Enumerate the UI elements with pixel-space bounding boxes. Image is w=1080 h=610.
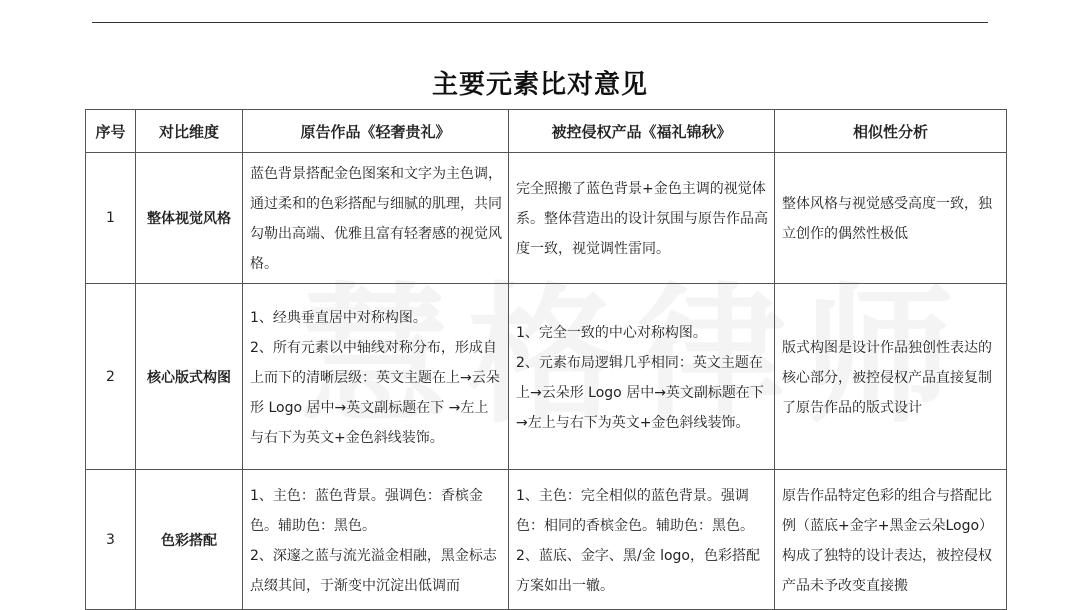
header-similarity-analysis: 相似性分析 [775, 110, 1007, 153]
accused-product-cell [509, 470, 775, 610]
document-title: 主要元素比对意见 [431, 70, 648, 100]
table-row [86, 153, 1007, 284]
cell-paragraph: 整体风格与视觉感受高度一致，独立创作的偶然性极低 [782, 196, 992, 242]
row-index: 2 [86, 284, 136, 470]
accused-product-cell [509, 153, 775, 284]
cell-paragraph: 2、深邃之蓝与流光溢金相融，黑金标志点缀其间，于渐变中沉淀出低调而 [250, 547, 497, 594]
cell-paragraph: 1、经典垂直居中对称构图。 [250, 309, 427, 326]
original-work-cell [243, 470, 509, 610]
cell-paragraph: 2、蓝底、金字、黑/金 logo，色彩搭配方案如出一辙。 [516, 547, 760, 594]
header-original-work: 原告作品《轻奢贵礼》 [243, 110, 509, 153]
similarity-analysis-cell [775, 470, 1007, 610]
row-dimension: 整体视觉风格 [136, 153, 243, 284]
cell-paragraph: 1、主色：完全相似的蓝色背景。强调色：相同的香槟金色。辅助色：黑色。 [516, 487, 754, 534]
cell-paragraph: 原告作品特定色彩的组合与搭配比例（蓝底+金字+黑金云朵Logo）构成了独特的设计表达，被控侵权产品未予改变直接搬 [782, 487, 994, 594]
table-header-row [86, 110, 1007, 153]
cell-paragraph: 完全照搬了蓝色背景+金色主调的视觉体系。整体营造出的设计氛围与原告作品高度一致，视觉调性雷同。 [516, 181, 768, 257]
header-dimension: 对比维度 [136, 110, 243, 153]
similarity-analysis-cell [775, 284, 1007, 470]
row-dimension: 核心版式构图 [136, 284, 243, 470]
similarity-analysis-cell [775, 153, 1007, 284]
top-divider [92, 22, 988, 23]
header-accused-product: 被控侵权产品《福礼锦秋》 [509, 110, 775, 153]
cell-paragraph: 蓝色背景搭配金色图案和文字为主色调，通过柔和的色彩搭配与细腻的肌理，共同勾勒出高端、优雅且富有轻奢感的视觉风格。 [250, 166, 502, 272]
original-work-cell [243, 284, 509, 470]
row-dimension: 色彩搭配 [136, 470, 243, 610]
header-index: 序号 [86, 110, 136, 153]
accused-product-cell [509, 284, 775, 470]
cell-paragraph: 版式构图是设计作品独创性表达的核心部分，被控侵权产品直接复制了原告作品的版式设计 [782, 339, 992, 416]
cell-paragraph: 1、主色：蓝色背景。强调色：香槟金色。辅助色：黑色。 [250, 487, 483, 534]
table-row [86, 470, 1007, 610]
row-index: 3 [86, 470, 136, 610]
cell-paragraph: 2、元素布局逻辑几乎相同：英文主题在上→云朵形 Logo 居中→英文副标题在下→左上与右下为英文+金色斜线装饰。 [516, 354, 764, 431]
table-row [86, 284, 1007, 470]
cell-paragraph: 2、所有元素以中轴线对称分布，形成自上而下的清晰层级：英文主题在上→云朵形 Logo 居中→英文副标题在下 →左上与右下为英文+金色斜线装饰。 [250, 339, 500, 446]
row-index: 1 [86, 153, 136, 284]
comparison-table [85, 109, 1007, 610]
cell-paragraph: 1、完全一致的中心对称构图。 [516, 324, 707, 341]
original-work-cell [243, 153, 509, 284]
